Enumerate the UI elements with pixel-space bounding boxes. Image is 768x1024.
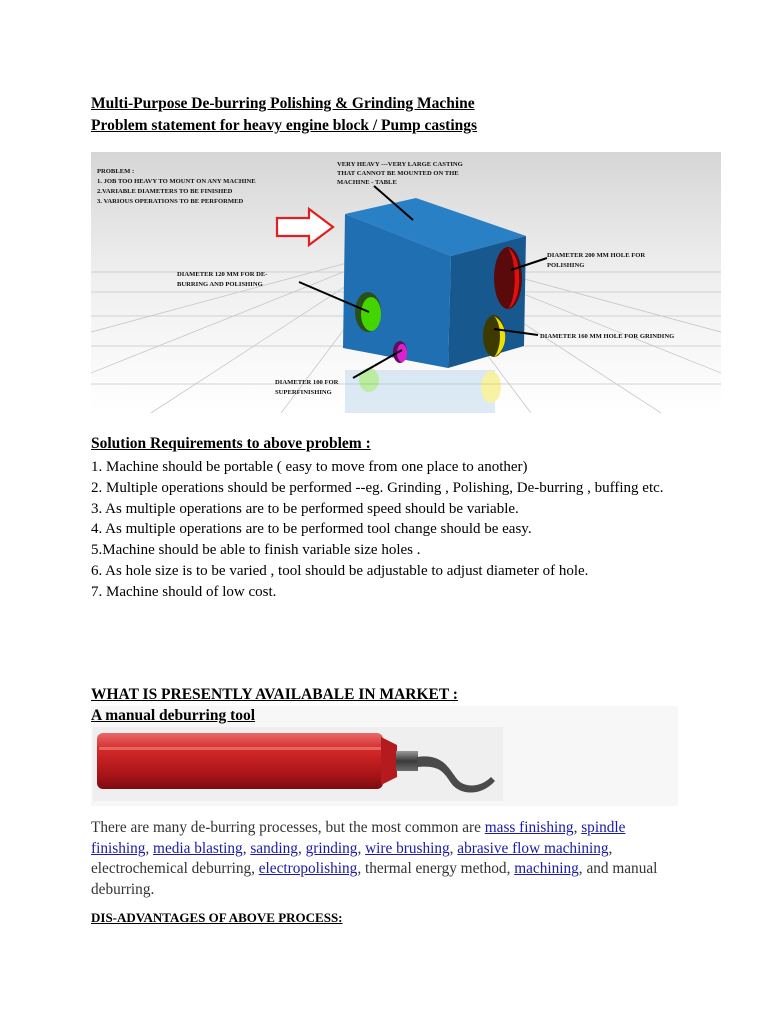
paragraph-intro: There are many de-burring processes, but the most common are xyxy=(91,819,485,836)
link-media-blasting[interactable]: media blasting xyxy=(153,839,243,857)
link-wire-brushing[interactable]: wire brushing xyxy=(365,839,450,857)
solution-heading: Solution Requirements to above problem : xyxy=(91,435,371,452)
problem-statement-title: Problem statement for heavy engine block / Pump castings xyxy=(91,117,478,134)
problem-text-2: 2.VARIABLE DIAMETERS TO BE FINISHED xyxy=(97,188,233,195)
tool-handle xyxy=(97,733,383,789)
link-mass-finishing[interactable]: mass finishing xyxy=(484,819,574,836)
heavy-text-2: MACHINE - TABLE xyxy=(337,179,397,186)
link-spindle-finishing[interactable]: spindle finishing xyxy=(91,819,626,857)
list-item: 3. As multiple operations are to be performed speed should be variable. xyxy=(91,500,519,517)
separator: , xyxy=(297,839,306,857)
problem-text-1: 1. JOB TOO HEAVY TO MOUNT ON ANY MACHINE xyxy=(97,178,256,185)
d200-text-1: POLISHING xyxy=(547,262,585,269)
tool-collar xyxy=(381,737,397,785)
link-sanding[interactable]: sanding xyxy=(250,839,298,857)
d200-text-0: DIAMETER 200 MM HOLE FOR xyxy=(547,252,646,259)
heavy-text-1: THAT CANNOT BE MOUNTED ON THE xyxy=(337,170,459,177)
problem-figure xyxy=(91,152,721,413)
heavy-text-0: VERY HEAVY ---VERY LARGE CASTING xyxy=(337,161,463,168)
document-title: Multi-Purpose De-burring Polishing & Grinding Machine xyxy=(91,95,475,112)
problem-text-3: 3. VARIOUS OPERATIONS TO BE PERFORMED xyxy=(97,198,244,205)
requirements-list xyxy=(91,457,691,603)
separator: , xyxy=(449,839,458,857)
link-abrasive-flow-machining[interactable]: abrasive flow machining xyxy=(457,839,609,857)
list-item: 2. Multiple operations should be performed --eg. Grinding , Polishing, De-burring , buffing etc. xyxy=(91,479,664,496)
list-item: 7. Machine should of low cost. xyxy=(91,583,277,600)
link-machining[interactable]: machining xyxy=(514,860,579,878)
text-ending: , and manual deburring. xyxy=(91,860,658,898)
separator: , xyxy=(242,839,251,857)
list-item: 1. Machine should be portable ( easy to move from one place to another) xyxy=(91,459,528,475)
tool-heading: A manual deburring tool xyxy=(91,707,256,724)
d100-text-1: SUPERFINISHING xyxy=(275,389,332,396)
d120-text-1: BURRING AND POLISHING xyxy=(177,281,263,288)
market-heading: WHAT IS PRESENTLY AVAILABALE IN MARKET : xyxy=(91,686,458,703)
list-item: 4. As multiple operations are to be performed tool change should be easy. xyxy=(91,521,532,538)
d160-text: DIAMETER 160 MM HOLE FOR GRINDING xyxy=(540,333,675,340)
link-grinding[interactable]: grinding xyxy=(305,839,358,857)
separator: , xyxy=(357,839,366,857)
deburring-processes-paragraph xyxy=(91,818,671,900)
link-electropolishing[interactable]: electropolishing xyxy=(258,860,358,878)
separator: , xyxy=(573,819,582,836)
d120-text-0: DIAMETER 120 MM FOR DE- xyxy=(177,271,268,278)
deburring-tool-image xyxy=(93,727,503,801)
problem-text-0: PROBLEM : xyxy=(97,168,135,175)
separator: , xyxy=(145,839,154,857)
text-electrochemical: , electrochemical deburring, xyxy=(91,839,613,878)
d100-text-0: DIAMETER 100 FOR xyxy=(275,379,339,386)
text-thermal: , thermal energy method, xyxy=(357,860,515,878)
list-item: 6. As hole size is to be varied , tool should be adjustable to adjust diameter of hole. xyxy=(91,562,589,579)
list-item: 5.Machine should be able to finish variable size holes . xyxy=(91,542,421,559)
disadvantages-heading: DIS-ADVANTAGES OF ABOVE PROCESS: xyxy=(91,910,343,925)
